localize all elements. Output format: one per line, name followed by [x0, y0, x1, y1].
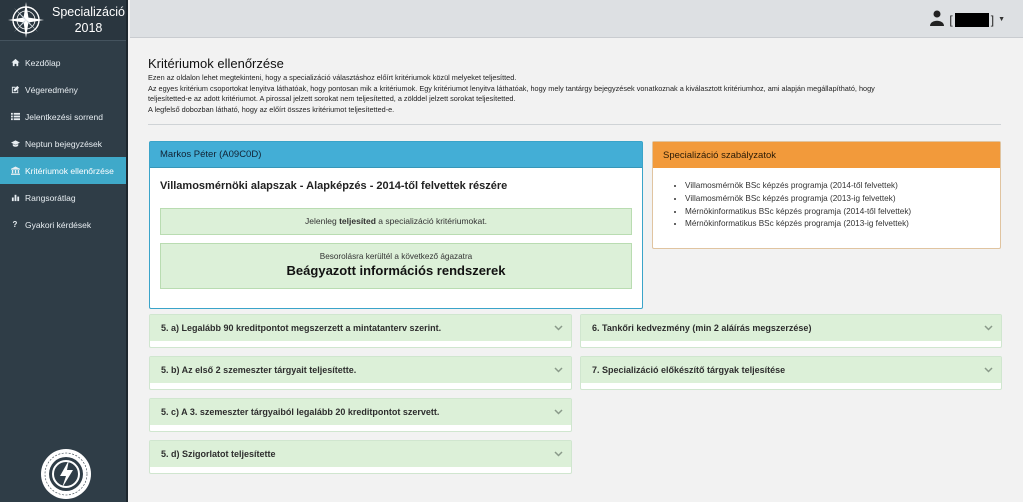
criterion-header[interactable] [150, 441, 571, 467]
criterion-6[interactable] [580, 314, 1002, 348]
description-line: A legfelső dobozban látható, hogy az előírt összes kritériumot teljesítetted-e. [148, 104, 395, 114]
student-panel-header: Markos Péter (A09C0D) [150, 142, 642, 168]
page-title: Kritériumok ellenőrzése [148, 56, 284, 71]
criterion-label: 5. d) Szigorlatot teljesítette [161, 449, 276, 459]
sidebar-item-label: Rangsorátlag [25, 192, 76, 203]
rules-link[interactable]: • Mérnökinformatikus BSc képzés programja (2014-től felvettek) [685, 206, 1000, 219]
criterion-7[interactable] [580, 356, 1002, 390]
criterion-label: 5. b) Az első 2 szemeszter tárgyait teljesítette. [161, 365, 357, 375]
sidebar-item-vegeredmeny[interactable] [0, 76, 126, 103]
sidebar-item-label: Gyakori kérdések [25, 219, 92, 230]
sidebar-item-label: Kezdőlap [25, 57, 61, 68]
user-menu[interactable] [930, 10, 1005, 29]
program-title: Villamosmérnöki alapszak - Alapképzés - 2014-től felvettek részére [160, 180, 508, 192]
home-icon [10, 58, 20, 68]
app-title-line1: Specializáció [52, 5, 125, 19]
criterion-header[interactable] [581, 357, 1001, 383]
sidebar-item-label: Kritériumok ellenőrzése [25, 165, 114, 176]
sidebar-item-jelentkezesi-sorrend[interactable] [0, 103, 126, 130]
rules-link[interactable]: • Villamosmérnök BSc képzés programja (2014-től felvettek) [685, 180, 1000, 193]
criterion-5a[interactable] [149, 314, 572, 348]
status-text-pre: Jelenleg [305, 216, 340, 226]
user-bracket-close: ] [990, 12, 995, 27]
sidebar-item-rangsoratlag[interactable] [0, 184, 126, 211]
criterion-header[interactable] [150, 357, 571, 383]
compass-logo-icon [6, 0, 46, 40]
faculty-seal-logo-icon [40, 448, 92, 500]
sidebar-item-kezdolap[interactable] [0, 49, 126, 76]
institution-icon [10, 166, 20, 176]
chevron-down-icon: ▼ [998, 16, 1005, 23]
rules-link[interactable]: • Mérnökinformatikus BSc képzés programja (2013-ig felvettek) [685, 218, 1000, 231]
bar-chart-icon [10, 193, 20, 203]
chevron-down-icon [984, 323, 993, 332]
rules-panel-header: Specializáció szabályzatok [653, 142, 1000, 168]
rules-panel [652, 141, 1001, 249]
chevron-down-icon [984, 365, 993, 374]
chevron-down-icon [554, 323, 563, 332]
criterion-5b[interactable] [149, 356, 572, 390]
criterion-header[interactable] [150, 315, 571, 341]
chevron-down-icon [554, 449, 563, 458]
description-line: Ezen az oldalon lehet megtekinteni, hogy a specializáció választáshoz előírt kritériumok közül melyeket teljesítted. [148, 73, 517, 82]
student-panel [149, 141, 643, 309]
description-line: teljesítetted-e az adott kritériumot. A pirossal jelzett sorokat nem teljesítetted, a zölddel jelzett sorokat teljesítetted. [148, 94, 516, 104]
assignment-box [160, 243, 632, 289]
sidebar-nav [0, 41, 126, 238]
criterion-label: 5. a) Legalább 90 kreditpontot megszerzett a mintatanterv szerint. [161, 323, 442, 333]
user-icon [930, 10, 944, 29]
criterion-header[interactable] [581, 315, 1001, 341]
status-text-bold: teljesíted [339, 216, 376, 226]
criterion-label: 5. c) A 3. szemeszter tárgyaiból legalább 20 kreditpontot szervett. [161, 407, 440, 417]
assigned-branch: Beágyazott információs rendszerek [286, 263, 506, 278]
status-text-post: a specializáció kritériumokat. [375, 216, 487, 226]
sidebar-item-gyakori-kerdesek[interactable] [0, 211, 126, 238]
criterion-label: 6. Tankőri kedvezmény (min 2 aláírás megszerzése) [592, 323, 812, 333]
sidebar [0, 0, 128, 502]
topbar [130, 0, 1023, 38]
brand[interactable] [0, 0, 126, 40]
criterion-label: 7. Specializáció előkészítő tárgyak teljesítése [592, 365, 786, 375]
chevron-down-icon [554, 365, 563, 374]
divider [148, 124, 1001, 125]
app-title-line2: 2018 [74, 21, 103, 35]
criterion-header[interactable] [150, 399, 571, 425]
chevron-down-icon [554, 407, 563, 416]
assignment-label: Besorolásra kerültél a következő ágazatra [319, 252, 473, 261]
sidebar-item-neptun-bejegyzesek[interactable] [0, 130, 126, 157]
rules-link[interactable]: • Villamosmérnök BSc képzés programja (2013-ig felvettek) [685, 193, 1000, 206]
question-icon: ? [12, 220, 18, 229]
edit-icon [10, 85, 20, 95]
user-bracket-open: [ [949, 12, 953, 27]
page-header [148, 56, 1003, 115]
sidebar-item-kriteriumok-ellenorzese[interactable] [0, 157, 126, 184]
status-box [160, 208, 632, 235]
app-title [52, 4, 125, 36]
user-name-redacted [955, 13, 989, 27]
page-description [148, 73, 1003, 115]
list-icon [10, 112, 20, 122]
criterion-5c[interactable] [149, 398, 572, 432]
sidebar-item-label: Végeredmény [25, 84, 78, 95]
graduation-cap-icon [10, 139, 20, 149]
description-line: Az egyes kritérium csoportokat lenyitva láthatóak, hogy pontosan mik a kritériumok. Egy kritériumot lenyitva láthatóak, hogy mely tantárgy bejegyzések vonatkoznak a kiválasztott kritériumhoz, ami alapján megállapítható, hogy [148, 83, 875, 93]
sidebar-item-label: Jelentkezési sorrend [25, 111, 103, 122]
criterion-5d[interactable] [149, 440, 572, 474]
sidebar-item-label: Neptun bejegyzések [25, 138, 103, 149]
rules-list [653, 180, 1000, 231]
